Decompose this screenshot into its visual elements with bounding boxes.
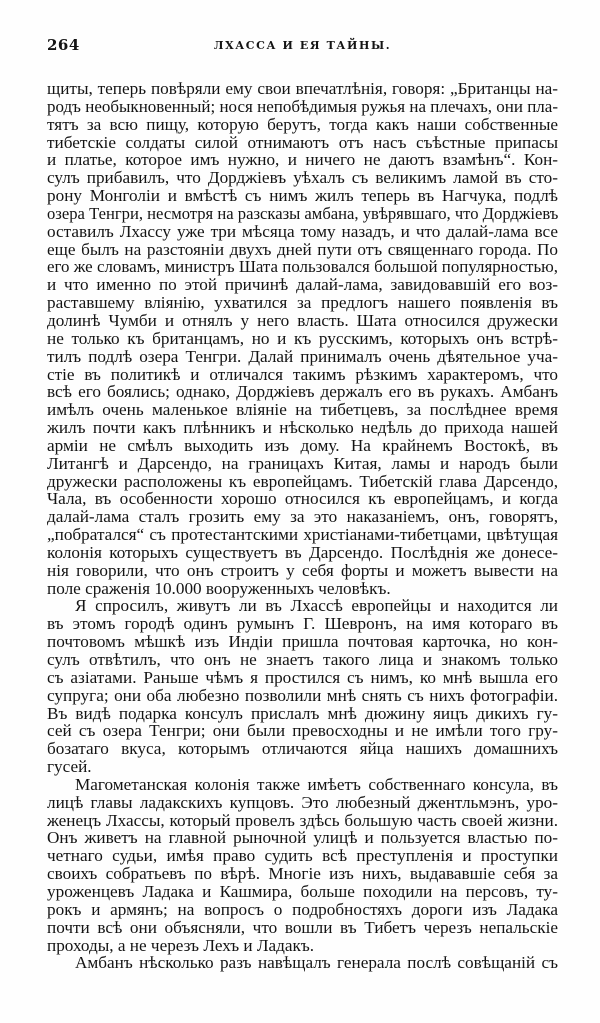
text-line: далай-лама сталъ грозить ему за это наказаніемъ, онъ, говорятъ, bbox=[47, 507, 558, 527]
text-line: съ азіатами. Раньше чѣмъ я простился съ нимъ, ко мнѣ вышла его bbox=[47, 667, 558, 687]
running-head bbox=[47, 36, 558, 56]
text-line: раставшему вліянію, ухватился за предлогъ нашего появленія въ bbox=[47, 293, 558, 313]
text-line: гусей. bbox=[47, 757, 92, 777]
text-line: женецъ Лхассы, который провелъ здѣсь большую часть своей жизни. bbox=[47, 810, 558, 830]
text-line: проходы, а не черезъ Лехъ и Ладакъ. bbox=[47, 935, 315, 955]
text-line: почти всѣ они объясняли, что вошли въ Тибетъ черезъ непальскіе bbox=[47, 917, 558, 937]
text-line: родъ необыкновенный; нося непобѣдимыя ружья на плечахъ, они пла- bbox=[47, 96, 558, 116]
text-line: уроженцевъ Ладака и Кашмира, больше походили на персовъ, ту- bbox=[47, 881, 558, 901]
text-line: долинѣ Чумби и отнялъ у него власть. Шата относился дружески bbox=[47, 310, 558, 330]
text-line: супруга; они оба любезно позволили мнѣ снять съ нихъ фотографіи. bbox=[47, 685, 558, 705]
text-line: сулъ отвѣтилъ, что онъ не знаетъ такого лица и знакомъ только bbox=[47, 650, 558, 669]
text-line: колонія которыхъ существуетъ въ Дарсендо. Послѣднія же донесе- bbox=[47, 542, 558, 562]
text-line: почтовомъ мѣшкѣ изъ Индіи пришла почтовая карточка, но кон- bbox=[47, 632, 558, 652]
text-line: имѣлъ очень маленькое вліяніе на тибетцевъ, за послѣднее время bbox=[47, 400, 558, 420]
text-line: его же словамъ, министръ Шата пользовался большой популярностью, bbox=[47, 257, 558, 277]
text-line: лицѣ главы ладакскихъ купцовъ. Это любезный джентльмэнъ, уро- bbox=[47, 792, 558, 812]
text-line: Литангѣ и Дарсендо, на границахъ Китая, ламы и народъ были bbox=[47, 453, 558, 473]
text-line: озера Тенгри, несмотря на разсказы амбана, увѣрявшаго, что Дорджіевъ bbox=[47, 203, 559, 223]
text-line: рону Монголіи и вмѣстѣ съ нимъ жилъ теперь въ Нагчука, подлѣ bbox=[47, 186, 558, 206]
running-title: ЛХАССА И ЕЯ ТАЙНЫ. bbox=[213, 39, 392, 52]
text-line: Онъ живетъ на главной рыночной улицѣ и пользуется властью по- bbox=[47, 828, 558, 848]
text-line: всѣ его боялись; однако, Дорджіевъ держалъ его въ рукахъ. Амбанъ bbox=[47, 382, 558, 402]
text-line: Въ видѣ подарка консулъ прислалъ мнѣ дюжину яицъ дикихъ гу- bbox=[47, 703, 558, 723]
text-line: Магометанская колонія также имѣетъ собственнаго консула, въ bbox=[75, 774, 558, 794]
text-line: бозатаго вкуса, которымъ отличаются яйца нашихъ домашнихъ bbox=[47, 739, 558, 759]
text-line: тибетскіе солдаты силой отнимаютъ отъ насъ съѣстные припасы bbox=[47, 132, 558, 152]
text-line: „побратался“ съ протестантскими христіанами-тибетцами, цвѣтущая bbox=[47, 525, 558, 545]
text-line: сей съ озера Тенгри; они были превосходны и не имѣли того гру- bbox=[47, 721, 558, 741]
text-line: и что именно по этой причинѣ далай-лама, завидовавшій его воз- bbox=[47, 275, 558, 295]
text-line: Чала, въ особенности хорошо относился къ европейцамъ, и когда bbox=[47, 489, 558, 509]
text-line: нія говорили, что онъ строитъ у себя форты и можетъ вывести на bbox=[47, 560, 558, 580]
text-line: тятъ за всю пищу, которую берутъ, тогда какъ наши собственные bbox=[47, 114, 558, 134]
text-line: своихъ собратьевъ по вѣрѣ. Многіе изъ нихъ, выдававшіе себя за bbox=[47, 864, 558, 884]
text-line: Я спросилъ, живутъ ли въ Лхассѣ европейцы и находится ли bbox=[75, 596, 558, 616]
text-line: не только къ британцамъ, но и къ русскимъ, которыхъ онъ встрѣ- bbox=[47, 328, 558, 348]
body-text bbox=[47, 80, 558, 972]
text-line: арміи не смѣлъ выходить изъ дому. На крайнемъ Востокѣ, въ bbox=[47, 435, 558, 455]
page-number: 264 bbox=[47, 36, 80, 54]
text-line: четнаго судьи, имѣя право судить всѣ преступленія и проступки bbox=[47, 846, 558, 866]
text-line: поле сраженія 10.000 вооруженныхъ человѣкъ. bbox=[47, 578, 391, 598]
text-line: тилъ подлѣ озера Тенгри. Далай принималъ очень дѣятельное уча- bbox=[47, 346, 558, 366]
text-line: рокъ и армянъ; на вопросъ о подробностяхъ дороги изъ Ладака bbox=[47, 899, 558, 919]
text-line: стіе въ политикѣ и отличался такимъ рѣзкимъ характеромъ, что bbox=[47, 364, 558, 384]
text-line: въ этомъ городѣ одинъ румынъ Г. Шевронъ, на имя котораго въ bbox=[47, 614, 558, 634]
text-line: сулъ прибавилъ, что Дорджіевъ уѣхалъ съ великимъ ламой въ сто- bbox=[47, 168, 558, 188]
text-line: и платье, которое имъ нужно, и ничего не даютъ взамѣнъ“. Кон- bbox=[47, 150, 558, 170]
text-line: Амбанъ нѣсколько разъ навѣщалъ генерала послѣ совѣщаній съ bbox=[75, 953, 558, 973]
text-line: дружески расположены къ европейцамъ. Тибетскій глава Дарсендо, bbox=[47, 471, 558, 491]
text-line: еще былъ на разстояніи двухъ дней пути отъ священнаго города. По bbox=[47, 239, 558, 259]
text-line: оставилъ Лхассу уже три мѣсяца тому назадъ, и что далай-лама все bbox=[47, 221, 558, 241]
text-line: жилъ почти какъ плѣнникъ и нѣсколько недѣль до прихода нашей bbox=[47, 418, 558, 438]
text-line: щиты, теперь повѣряли ему свои впечатлѣнія, говоря: „Британцы на- bbox=[47, 79, 558, 98]
